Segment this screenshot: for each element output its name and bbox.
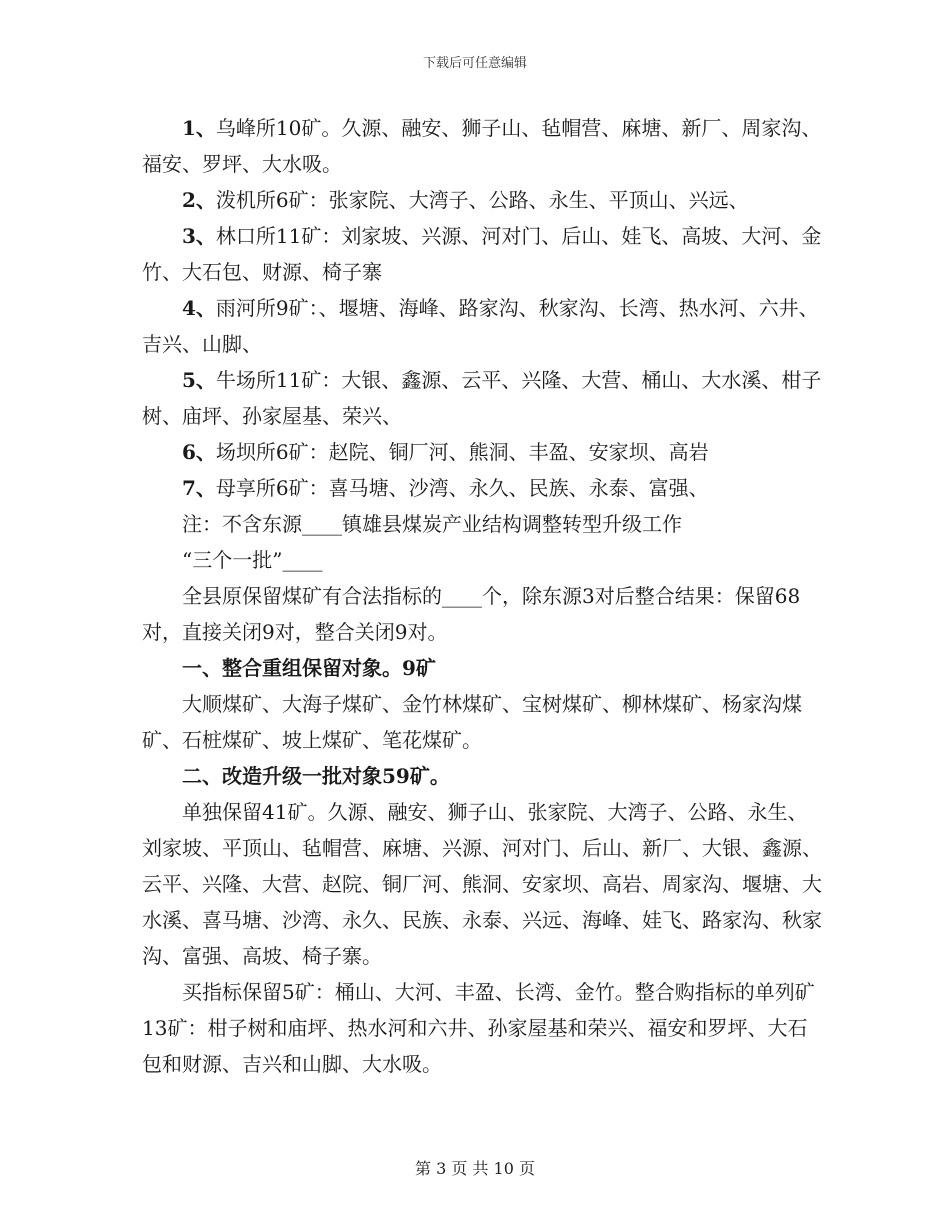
list-number: 7、 (182, 476, 216, 500)
list-text: 雨河所9矿：、堰塘、海峰、路家沟、秋家沟、长湾、热水河、六井、吉兴、山脚、 (142, 296, 819, 356)
section2-body1: 单独保留41矿。久源、融安、狮子山、张家院、大湾子、公路、永生、刘家坡、平顶山、毡帽营、麻塘、兴源、河对门、后山、新厂、大银、鑫源、云平、兴隆、大营、赵院、铜厂河、熊洞、安家坝、高岩、周家沟、堰塘、大水溪、喜马塘、沙湾、永久、民族、永泰、兴远、海峰、娃飞、路家沟、秋家沟、富强、高坡、椅子寨。 (142, 800, 822, 968)
quote-paragraph: “三个一批”____ (182, 548, 323, 572)
list-number: 5、 (182, 368, 216, 392)
list-item-7 (142, 470, 822, 506)
list-item-6 (142, 434, 822, 470)
list-number: 3、 (182, 224, 216, 248)
section2-heading: 二、改造升级一批对象59矿。 (182, 764, 450, 788)
list-text: 泼机所6矿：张家院、大湾子、公路、永生、平顶山、兴远、 (215, 188, 749, 212)
list-text: 场坝所6矿：赵院、铜厂河、熊洞、丰盈、安家坝、高岩 (215, 440, 709, 464)
list-text: 林口所11矿：刘家坡、兴源、河对门、后山、娃飞、高坡、大河、金竹、大石包、财源、椅子寨 (142, 224, 822, 284)
section2-body2: 买指标保留5矿：桶山、大河、丰盈、长湾、金竹。整合购指标的单列矿13矿：柑子树和庙坪、热水河和六井、孙家屋基和荣兴、福安和罗坪、大石包和财源、吉兴和山脚、大水吸。 (142, 980, 815, 1076)
list-item-4 (142, 290, 822, 362)
page-footer: 第 3 页 共 10 页 (415, 1159, 535, 1178)
list-text: 牛场所11矿：大银、鑫源、云平、兴隆、大营、桶山、大水溪、柑子树、庙坪、孙家屋基、荣兴、 (142, 368, 822, 428)
section1-body: 大顺煤矿、大海子煤矿、金竹林煤矿、宝树煤矿、柳林煤矿、杨家沟煤矿、石桩煤矿、坡上煤矿、笔花煤矿。 (142, 692, 802, 752)
list-number: 2、 (182, 188, 216, 212)
section1-heading: 一、整合重组保留对象。9矿 (182, 656, 436, 680)
list-item-2 (142, 182, 822, 218)
summary-paragraph: 全县原保留煤矿有合法指标的____个，除东源3对后整合结果：保留68对，直接关闭9对，整合关闭9对。 (142, 584, 801, 644)
list-item-3 (142, 218, 822, 290)
list-text: 乌峰所10矿。久源、融安、狮子山、毡帽营、麻塘、新厂、周家沟、福安、罗坪、大水吸。 (142, 116, 822, 176)
list-item-1 (142, 110, 822, 182)
page-header: 下载后可任意编辑 (422, 56, 527, 71)
list-text: 母享所6矿：喜马塘、沙湾、永久、民族、永泰、富强、 (215, 476, 709, 500)
list-number: 4、 (182, 296, 216, 320)
note-paragraph: 注：不含东源____镇雄县煤炭产业结构调整转型升级工作 (182, 512, 682, 536)
document-body (142, 110, 822, 1082)
list-item-5 (142, 362, 822, 434)
list-number: 6、 (182, 440, 216, 464)
list-number: 1、 (182, 116, 216, 140)
